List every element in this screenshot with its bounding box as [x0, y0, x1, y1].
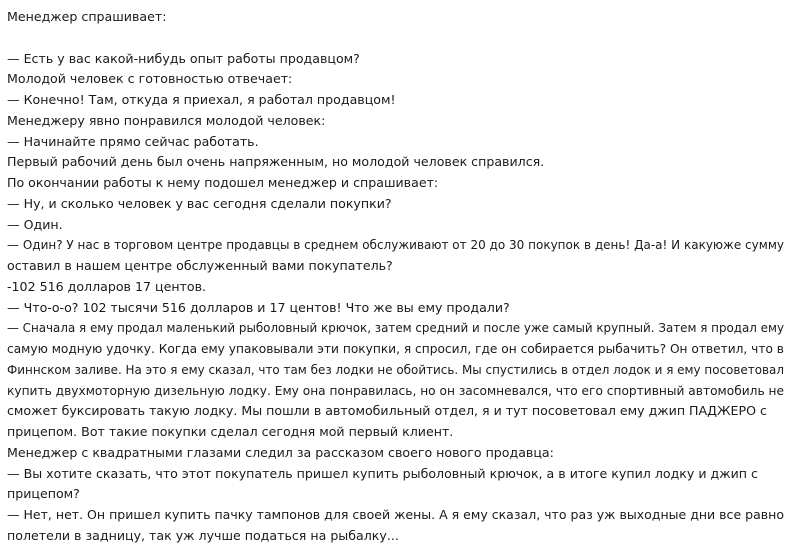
- text-line: Менеджеру явно понравился молодой человек:: [7, 112, 326, 128]
- text-line: оставил в нашем центре обслуженный вами покупатель?: [7, 258, 393, 273]
- text-line: Первый рабочий день был очень напряженным, но молодой человек справился.: [7, 154, 545, 170]
- text-line: — Нет, нет. Он пришел купить пачку тампонов для своей жены. А я ему сказал, что раз уж выходные дни все равно: [7, 507, 784, 522]
- text-line: — Сначала я ему продал маленький рыболовный крючок, затем средний и после уже самый крупный. Затем я продал ему: [7, 320, 784, 336]
- text-line: — Что-о-о? 102 тысячи 516 долларов и 17 центов! Что же вы ему продали?: [7, 299, 510, 315]
- text-line: — Конечно! Там, откуда я приехал, я работал продавцом!: [7, 92, 396, 107]
- text-line: Молодой человек с готовностью отвечает:: [7, 71, 293, 87]
- text-line: — Вы хотите сказать, что этот покупатель пришел купить рыболовный крючок, а в итоге купил лодку и джип с: [7, 465, 758, 481]
- text-line: прицепом?: [7, 486, 80, 502]
- text-line: — Ну, и сколько человек у вас сегодня сделали покупки?: [7, 195, 392, 211]
- intro-line: Менеджер спрашивает:: [7, 9, 167, 24]
- text-line: полетели в задницу, так уж лучше податься на рыбалку...: [7, 527, 399, 543]
- text-line: — Один? У нас в торговом центре продавцы в среднем обслуживают от 20 до 30 покупок в день! Да-а! И какуюже сумму: [7, 237, 784, 253]
- text-line: самую модную удочку. Когда ему упаковывали эти покупки, я спросил, где он собирается рыбачить? Он ответил, что в: [7, 341, 784, 356]
- text-line: сможет буксировать такую лодку. Мы пошли в автомобильный отдел, я и тут посоветовал ему джип ПАДЖЕРО с: [7, 403, 767, 419]
- text-line: -102 516 долларов 17 центов.: [7, 278, 207, 294]
- text-line: Финнском заливе. На это я ему сказал, что там без лодки не обойтись. Мы спустились в отдел лодок и я ему посоветовал: [7, 361, 784, 377]
- text-line: Менеджер с квадратными глазами следил за рассказом своего нового продавца:: [7, 444, 554, 460]
- text-line: По окончании работы к нему подошел менеджер и спрашивает:: [7, 175, 439, 190]
- blank-line: [7, 28, 784, 49]
- text-line: — Есть у вас какой-нибудь опыт работы продавцом?: [7, 50, 360, 66]
- text-line: — Начинайте прямо сейчас работать.: [7, 133, 259, 149]
- text-line: прицепом. Вот такие покупки сделал сегодня мой первый клиент.: [7, 424, 454, 439]
- text-line: — Один.: [7, 216, 63, 232]
- text-line: купить двухмоторную дизельную лодку. Ему она понравилась, но он засомневался, что его спортивный автомобиль не: [7, 382, 784, 398]
